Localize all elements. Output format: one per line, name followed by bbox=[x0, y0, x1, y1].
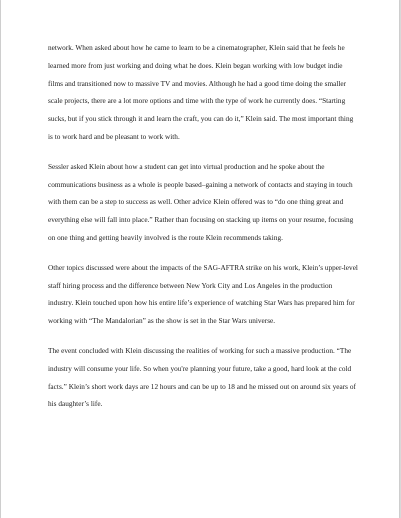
paragraph-1: network. When asked about how he came to learn to be a cinematographer, Klein said that he feels he learned more from just working and doing what he does. Klein began working with low budget indie films and transitioned now to massive TV and movies. Although he had a good time doing the smaller scale projects, there are a lot more options and time with the type of work he currently does. “Starting sucks, but if you stick through it and learn the craft, you can do it,” Klein said. The most important thing is to work hard and be pleasant to work with. bbox=[48, 44, 354, 141]
paragraph-4: The event concluded with Klein discussing the realities of working for such a massive production. “The industry will consume your life. So when you're planning your future, take a good, hard look at the cold facts.” Klein’s short work days are 12 hours and can be up to 18 and he missed out on around six years of his daughter’s life. bbox=[48, 346, 356, 409]
document-body bbox=[48, 40, 358, 414]
paragraph-2: Sessler asked Klein about how a student can get into virtual production and he spoke about the communications business as a whole is people based–gaining a network of contacts and staying in touch with them can be a step to success as well. Other advice Klein offered was to “do one thing great and everything else will fall into place.” Rather than focusing on stacking up items on your resume, focusing on one thing and getting heavily involved is the route Klein recommends taking. bbox=[48, 162, 354, 242]
document-page bbox=[1, 0, 399, 518]
paragraph-3: Other topics discussed were about the impacts of the SAG-AFTRA strike on his work, Klein’s upper-level staff hiring process and the difference between New York City and Los Angeles in the production industry. Klein touched upon how his entire life’s experience of watching Star Wars has prepared him for working with “The Mandalorian” as the show is set in the Star Wars universe. bbox=[48, 263, 358, 326]
